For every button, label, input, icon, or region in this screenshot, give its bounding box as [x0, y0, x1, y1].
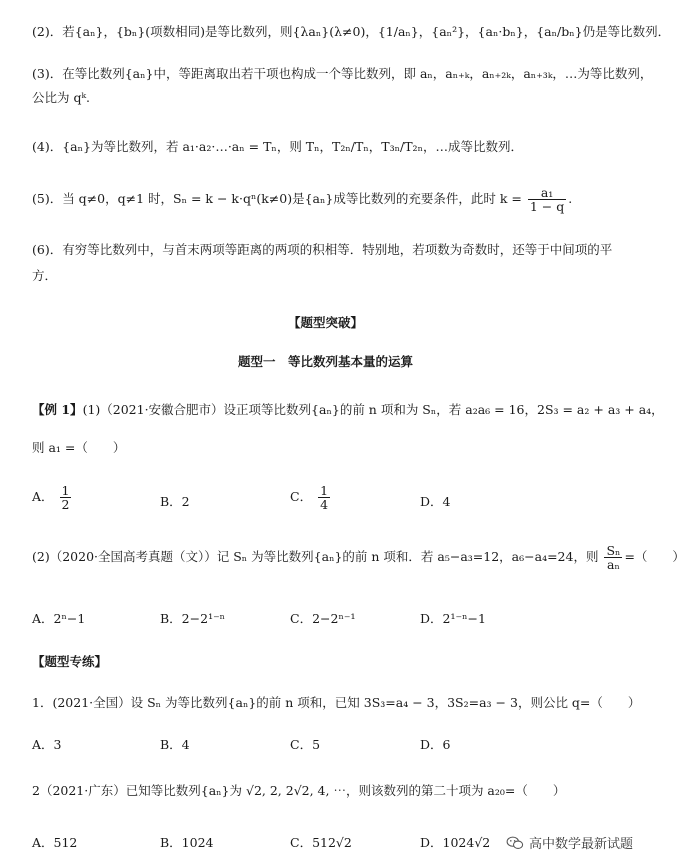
property-5	[32, 186, 637, 213]
option-c-num: 1	[320, 483, 329, 498]
example-1-q1-text: (1)（2021·安徽合肥市）设正项等比数列{aₙ}的前 n 项和为 Sₙ，若 a₂a₆ = 16，2S₃ = a₂ + a₃ + a₄，	[82, 402, 664, 417]
example-1-q2-option-d: D．2¹⁻ⁿ−1	[420, 611, 486, 626]
property-5-end: .	[568, 191, 573, 207]
practice-q1-option-a: A．3	[32, 737, 62, 752]
example-1-label: 【例 1】	[32, 402, 83, 417]
practice-label: 【题型专练】	[32, 654, 108, 669]
practice-q1-option-d: D．6	[420, 737, 451, 752]
q2-frac-den: aₙ	[607, 557, 620, 573]
option-a-fraction	[60, 484, 72, 511]
property-3-line2: 公比为 qᵏ.	[32, 90, 91, 105]
practice-q2-option-a: A．512	[32, 835, 78, 850]
example-1-q1-ask: 则 a₁ =（ ）	[32, 440, 126, 455]
section-title: 【题型突破】	[287, 315, 363, 330]
practice-q1-option-b: B．4	[160, 737, 190, 752]
property-6-line2: 方．	[32, 268, 58, 283]
example-1-q2-end: =（ ）	[624, 549, 685, 565]
property-4: (4)．{aₙ}为等比数列，若 a₁·a₂·…·aₙ = Tₙ，则 Tₙ，T₂ₙ/Tₙ，T₃ₙ/T₂ₙ，…成等比数列．	[32, 139, 523, 154]
property-6-line1: (6)．有穷等比数列中，与首末两项等距离的两项的积相等．特别地，若项数为奇数时，还等于中间项的平	[32, 242, 613, 257]
property-5-text: (5)．当 q≠0，q≠1 时，Sₙ = k − k·qⁿ(k≠0)是{aₙ}成等比数列的充要条件，此时 k =	[32, 191, 522, 207]
option-c-fraction	[318, 484, 330, 511]
example-1-q2-fraction	[604, 544, 622, 571]
option-c-den: 4	[320, 497, 329, 513]
example-1-q2	[32, 543, 685, 573]
practice-q1-option-c: C．5	[290, 737, 321, 752]
option-a-num: 1	[61, 483, 70, 498]
example-1-q1-option-d: D．4	[420, 494, 451, 509]
practice-q2-option-b: B．1024	[160, 835, 214, 850]
example-1-q1-option-a	[32, 484, 73, 511]
wechat-icon	[506, 836, 524, 850]
q2-frac-num: Sₙ	[606, 543, 621, 558]
property-3-line1: (3)．在等比数列{aₙ}中，等距离取出若干项也构成一个等比数列，即 aₙ，aₙ₊ₖ，aₙ₊₂ₖ，aₙ₊₃ₖ，…为等比数列，	[32, 66, 653, 81]
option-c-prefix: C．	[290, 489, 313, 505]
property-5-frac-den: 1 − q	[529, 199, 565, 215]
topic-title: 题型一 等比数列基本量的运算	[237, 354, 413, 369]
example-1-q1-option-b: B．2	[160, 494, 190, 509]
watermark-text: 高中数学最新试题	[528, 837, 633, 852]
example-1-q1	[32, 400, 664, 418]
option-a-den: 2	[61, 497, 70, 513]
watermark	[506, 833, 633, 852]
example-1-q2-option-b: B．2−2¹⁻ⁿ	[160, 611, 226, 626]
property-2: (2)．若{aₙ}，{bₙ}(项数相同)是等比数列，则{λaₙ}(λ≠0)，{1/aₙ}，{aₙ²}，{aₙ·bₙ}，{aₙ/bₙ}仍是等比数列．	[32, 24, 671, 39]
example-1-q2-option-a: A．2ⁿ−1	[32, 611, 86, 626]
practice-q2: 2（2021·广东）已知等比数列{aₙ}为 √2, 2, 2√2, 4, ⋯，则该数列的第二十项为 a₂₀=（ ）	[32, 783, 566, 798]
example-1-q1-option-c	[290, 484, 332, 511]
example-1-q2-text: (2)（2020·全国高考真题（文））记 Sₙ 为等比数列{aₙ}的前 n 项和．若 a₅−a₃=12，a₆−a₄=24，则	[32, 549, 599, 565]
property-5-fraction	[528, 186, 566, 213]
practice-q2-option-d: D．1024√2	[420, 835, 491, 850]
property-5-frac-num: a₁	[528, 186, 566, 200]
practice-q1: 1．(2021·全国）设 Sₙ 为等比数列{aₙ}的前 n 项和，已知 3S₃=a₄ − 3，3S₂=a₃ − 3，则公比 q=（ ）	[32, 695, 641, 710]
option-a-prefix: A．	[32, 489, 54, 505]
example-1-q2-option-c: C．2−2ⁿ⁻¹	[290, 611, 356, 626]
practice-q2-option-c: C．512√2	[290, 835, 352, 850]
